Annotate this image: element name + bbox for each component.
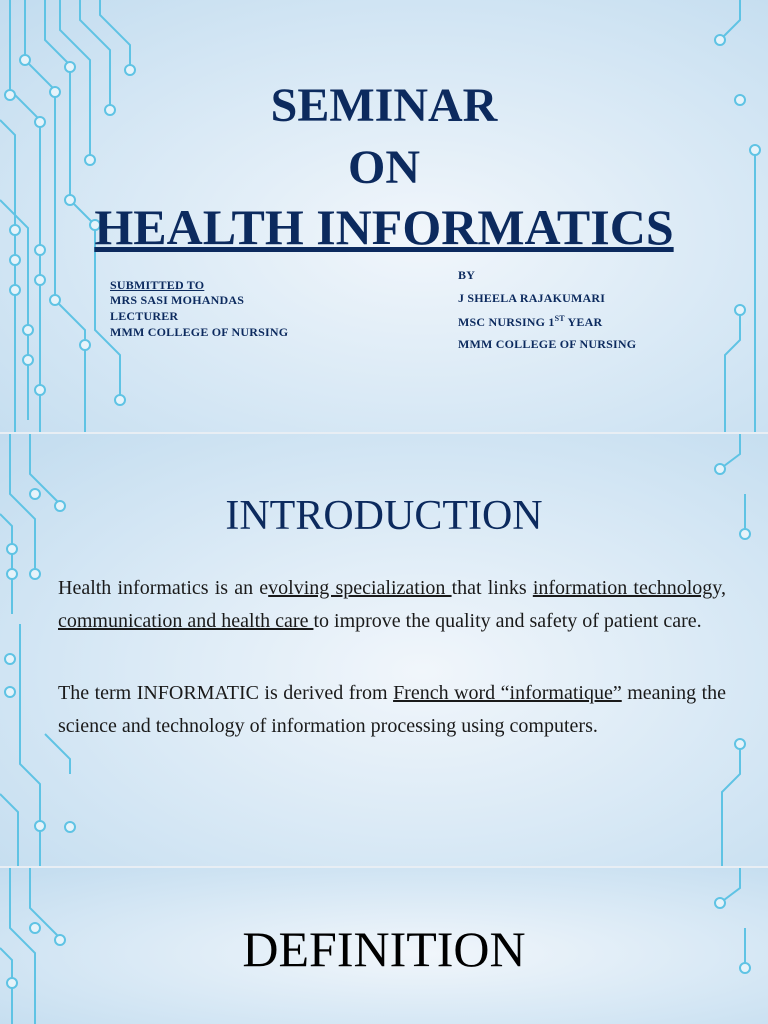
submitted-college: MMM COLLEGE OF NURSING xyxy=(110,325,289,339)
title-seminar: SEMINAR xyxy=(270,79,498,132)
p1-text-a: Health informatics is an e xyxy=(58,577,269,599)
p2-text-a: The term INFORMATIC is derived from xyxy=(58,682,394,704)
author-college: MMM COLLEGE OF NURSING xyxy=(458,337,637,351)
slide-introduction xyxy=(0,434,768,866)
p2-text-c: meaning the science and technology of information processing using computers. xyxy=(58,682,726,737)
introduction-heading: INTRODUCTION xyxy=(225,493,543,539)
author-course-year: YEAR xyxy=(564,315,603,329)
p1-underline-specialization: volving specialization xyxy=(268,577,452,599)
by-label: BY xyxy=(458,268,476,282)
p1-text-e: to improve the quality and safety of patient care. xyxy=(313,610,702,632)
author-name: J SHEELA RAJAKUMARI xyxy=(458,291,606,305)
definition-heading: DEFINITION xyxy=(242,921,526,977)
title-on: ON xyxy=(348,141,420,194)
slide-title xyxy=(0,0,768,432)
author-course xyxy=(458,314,602,330)
p1-text-c: that links xyxy=(451,577,533,599)
submitted-name: MRS SASI MOHANDAS xyxy=(110,293,245,307)
submitted-role: LECTURER xyxy=(110,309,179,323)
author-course-sup: ST xyxy=(554,314,565,323)
title-text: HEALTH INFORMATICS xyxy=(94,199,674,255)
title-health-informatics xyxy=(0,198,768,256)
submitted-to-label: SUBMITTED TO xyxy=(110,278,205,292)
p1-underline-technology: information technology, communication and health care xyxy=(58,577,726,632)
author-course-text: MSC NURSING 1 xyxy=(458,315,555,329)
p2-underline-french: French word “informatique” xyxy=(393,682,622,704)
intro-paragraph-1 xyxy=(58,572,726,638)
slide-definition xyxy=(0,868,768,1024)
intro-paragraph-2 xyxy=(58,677,726,743)
